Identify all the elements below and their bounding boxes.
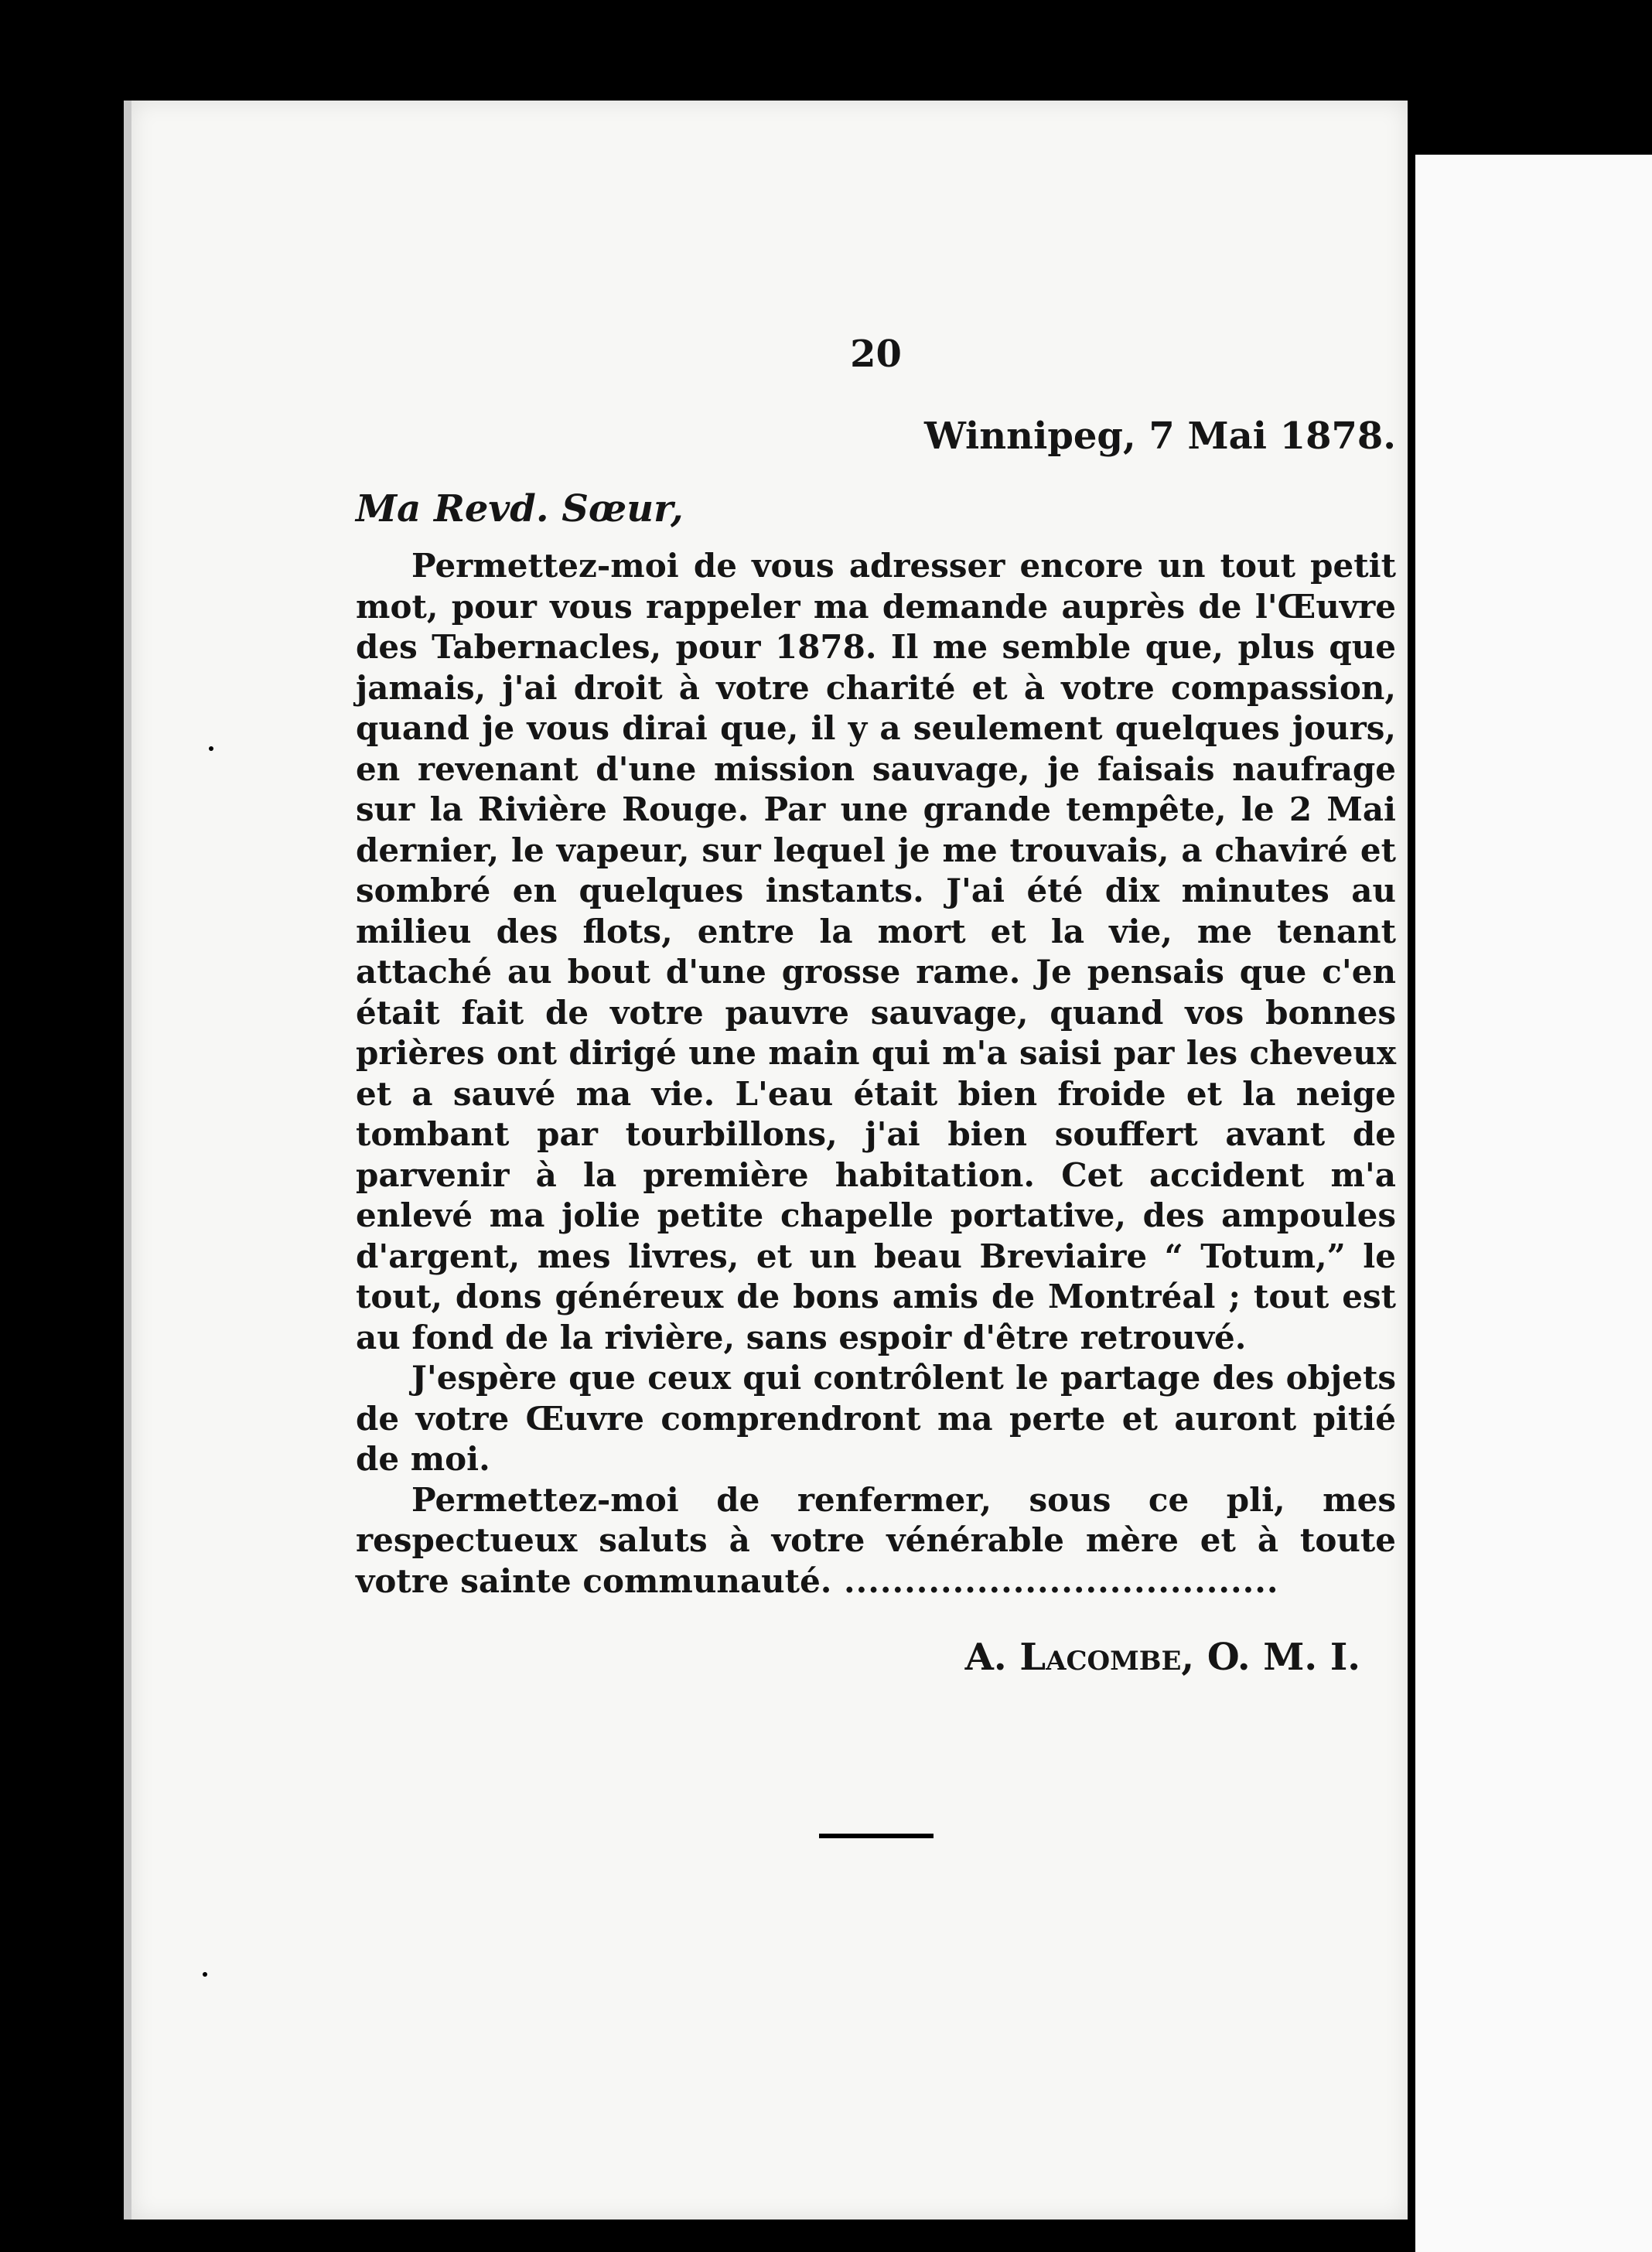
section-rule [819, 1834, 934, 1838]
book-page [124, 101, 1408, 2220]
page-content [356, 333, 1396, 1838]
letter-paragraph-1: Permettez-moi de vous adresser encore un tout petit mot, pour vous rappeler ma demande auprès de l'Œuvre des Tabernacles, pour 1878. Il me semble que, plus que jamais, j'ai droit à votre charité et à votre compassion, quand je vous dirai que, il y a seulement quelques jours, en revenant d'une mission sauvage, je faisais naufrage sur la Rivière Rouge. Par une grande tempête, le 2 Mai dernier, le vapeur, sur lequel je me trouvais, a chaviré et sombré en quelques instants. J'ai été dix minutes au milieu des flots, entre la mort et la vie, me tenant attaché au bout d'une grosse rame. Je pensais que c'en était fait de votre pauvre sauvage, quand vos bonnes prières ont dirigé une main qui m'a saisi par les cheveux et a sauvé ma vie. L'eau était bien froide et la neige tombant par tourbillons, j'ai bien souffert avant de parvenir à la première habitation. Cet accident m'a enlevé ma jolie petite chapelle portative, des ampoules d'argent, mes livres, et un beau Breviaire “ Totum,” le tout, dons généreux de bons amis de Montréal ; tout est au fond de la rivière, sans espoir d'être retrouvé. [356, 547, 1396, 1356]
letter-paragraph-2: J'espère que ceux qui contrôlent le partage des objets de votre Œuvre comprendront ma perte et auront pitié de moi. [356, 1359, 1396, 1478]
stray-mark [203, 1972, 207, 1977]
dateline: Winnipeg, 7 Mai 1878. [923, 415, 1396, 458]
signature: A. Lacombe, O. M. I. [964, 1636, 1360, 1679]
facing-page-edge [1415, 155, 1652, 2252]
page-number: 20 [850, 333, 902, 376]
salutation: Ma Revd. Sœur, [356, 487, 684, 531]
stray-mark [209, 746, 213, 751]
letter-paragraph-3: Permettez-moi de renfermer, sous ce pli, mes respectueux saluts à votre vénérable mère et à toute votre sainte communauté. ..... [356, 1480, 1396, 1602]
